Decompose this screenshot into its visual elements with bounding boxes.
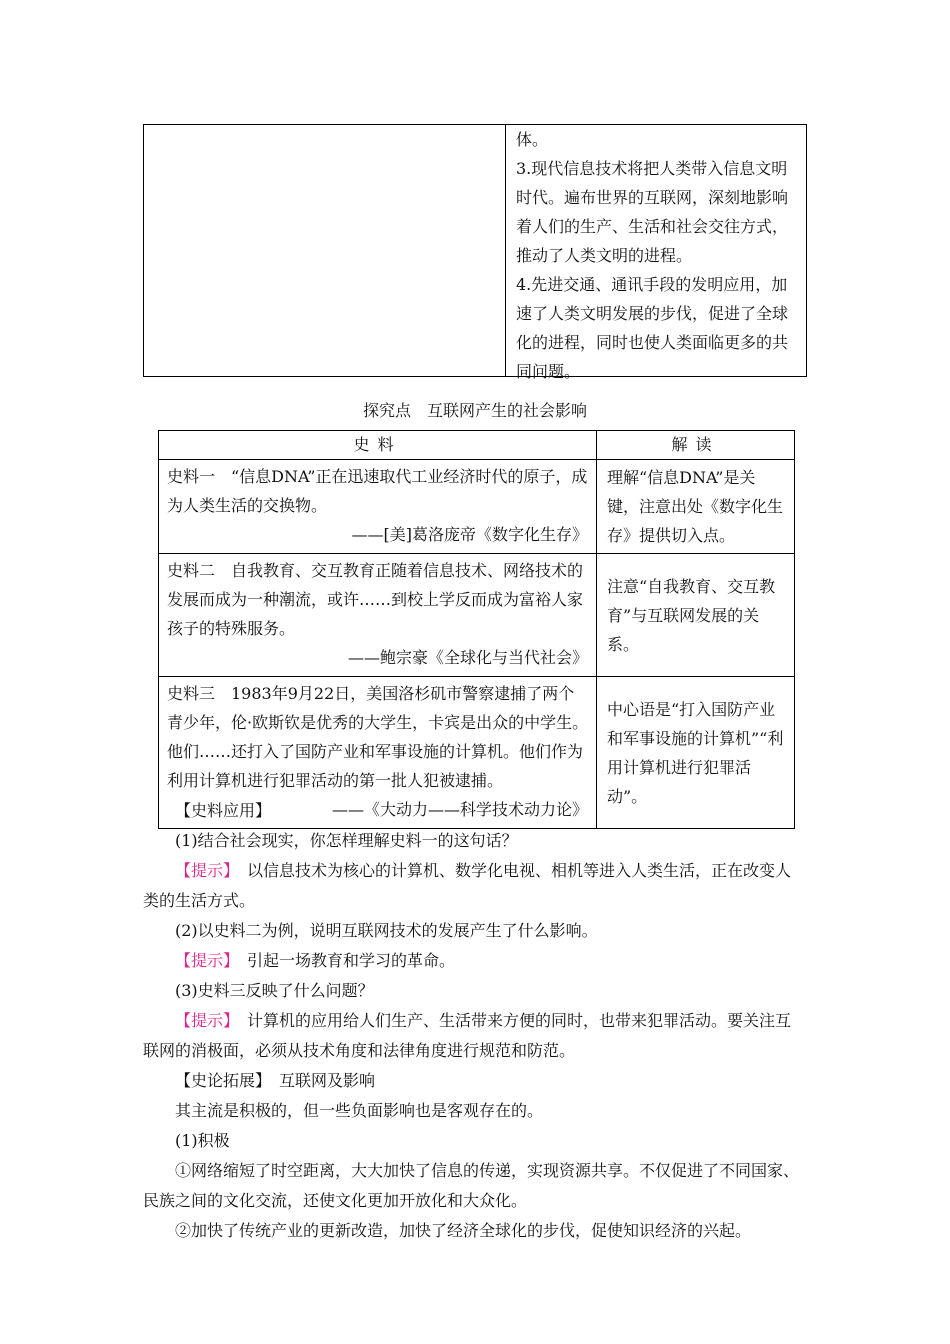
- table-header-row: [159, 431, 795, 460]
- source-text: 史料二 自我教育、交互教育正随着信息技术、网络技术的发展而成为一种潮流，或许……到校上学反而成为富裕人家孩子的特殊服务。: [167, 561, 584, 638]
- header-source: 史料: [159, 431, 597, 460]
- tip-label: 【提示】: [175, 861, 232, 880]
- answer-text: 计算机的应用给人们生产、生活带来方便的同时，也带来犯罪活动。要关注互联网的消极面，必须从技术角度和法律角度进行规范和防范。: [143, 1011, 792, 1060]
- tip-label: 【提示】: [175, 951, 232, 970]
- answer-text: 引起一场教育和学习的革命。: [231, 951, 456, 970]
- answer-text: 以信息技术为核心的计算机、数学化电视、相机等进入人类生活，正在改变人类的生活方式。: [143, 861, 792, 910]
- table-row: [159, 460, 795, 554]
- source-citation: ——[美]葛洛庞帝《数字化生存》: [351, 525, 588, 544]
- expansion-label: 【史论拓展】: [175, 1071, 264, 1090]
- source-citation: ——《大动力——科学技术动力论》: [331, 800, 588, 819]
- tip-label: 【提示】: [175, 1011, 232, 1030]
- source-cell: [159, 460, 597, 554]
- expansion-heading: [143, 1066, 807, 1096]
- continuation-table-left-cell: [144, 125, 506, 376]
- source-cell: [159, 554, 597, 677]
- source-text: 史料三 1983年9月22日，美国洛杉矶市警察逮捕了两个青少年，伦·欧斯钦是优秀的大学生，卡宾是出众的中学生。他们……还打入了国防产业和军事设施的计算机。他们作为利用计算机进行犯罪活动的第一批人犯被逮捕。: [167, 684, 589, 790]
- table-row: [159, 554, 795, 677]
- answer-2: [143, 946, 807, 976]
- expansion-subheading: (1)积极: [175, 1131, 230, 1150]
- answer-1: [143, 856, 807, 916]
- source-text: 史料一 “信息DNA”正在迅速取代工业经济时代的原子，成为人类生活的交换物。: [167, 467, 588, 515]
- application-heading: 【史料应用】: [175, 801, 272, 820]
- header-interpretation: 解读: [597, 431, 795, 460]
- section-title: 探究点 互联网产生的社会影响: [362, 401, 587, 420]
- interpretation-cell: 理解“信息DNA”是关键，注意出处《数字化生存》提供切入点。: [597, 460, 795, 554]
- question-3: (3)史料三反映了什么问题？: [175, 981, 374, 1000]
- expansion-topic: 互联网及影响: [263, 1071, 376, 1090]
- continuation-text: 4.先进交通、通讯手段的发明应用，加速了人类文明发展的步伐，促进了全球化的进程，同时也使人类面临更多的共同问题。: [516, 275, 789, 381]
- continuation-text: 体。: [516, 130, 549, 149]
- continuation-table-right-cell: [506, 125, 806, 381]
- source-analysis-table: [158, 430, 795, 829]
- continuation-text: 3.现代信息技术将把人类带入信息文明时代。遍布世界的互联网，深刻地影响着人们的生产、生活和社会交往方式，推动了人类文明的进程。: [516, 159, 789, 265]
- interpretation-cell: 注意“自我教育、交互教育”与互联网发展的关系。: [597, 554, 795, 677]
- question-2: (2)以史料二为例，说明互联网技术的发展产生了什么影响。: [175, 921, 598, 940]
- expansion-point-2: ②加快了传统产业的更新改造，加快了经济全球化的步伐，促使知识经济的兴起。: [175, 1221, 752, 1240]
- question-1: (1)结合社会现实，你怎样理解史料一的这句话？: [175, 831, 518, 850]
- source-citation: ——鲍宗豪《全球化与当代社会》: [347, 648, 588, 667]
- expansion-point-1: ①网络缩短了时空距离，大大加快了信息的传递，实现资源共享。不仅促进了不同国家、民族之间的文化交流，还使文化更加开放化和大众化。: [143, 1161, 800, 1210]
- interpretation-cell: 中心语是“打入国防产业和军事设施的计算机”“利用计算机进行犯罪活动”。: [597, 677, 795, 829]
- answer-3: [143, 1006, 807, 1066]
- body-text: [143, 796, 807, 1246]
- expansion-intro: 其主流是积极的，但一些负面影响也是客观存在的。: [175, 1101, 544, 1120]
- continuation-table: [143, 124, 807, 381]
